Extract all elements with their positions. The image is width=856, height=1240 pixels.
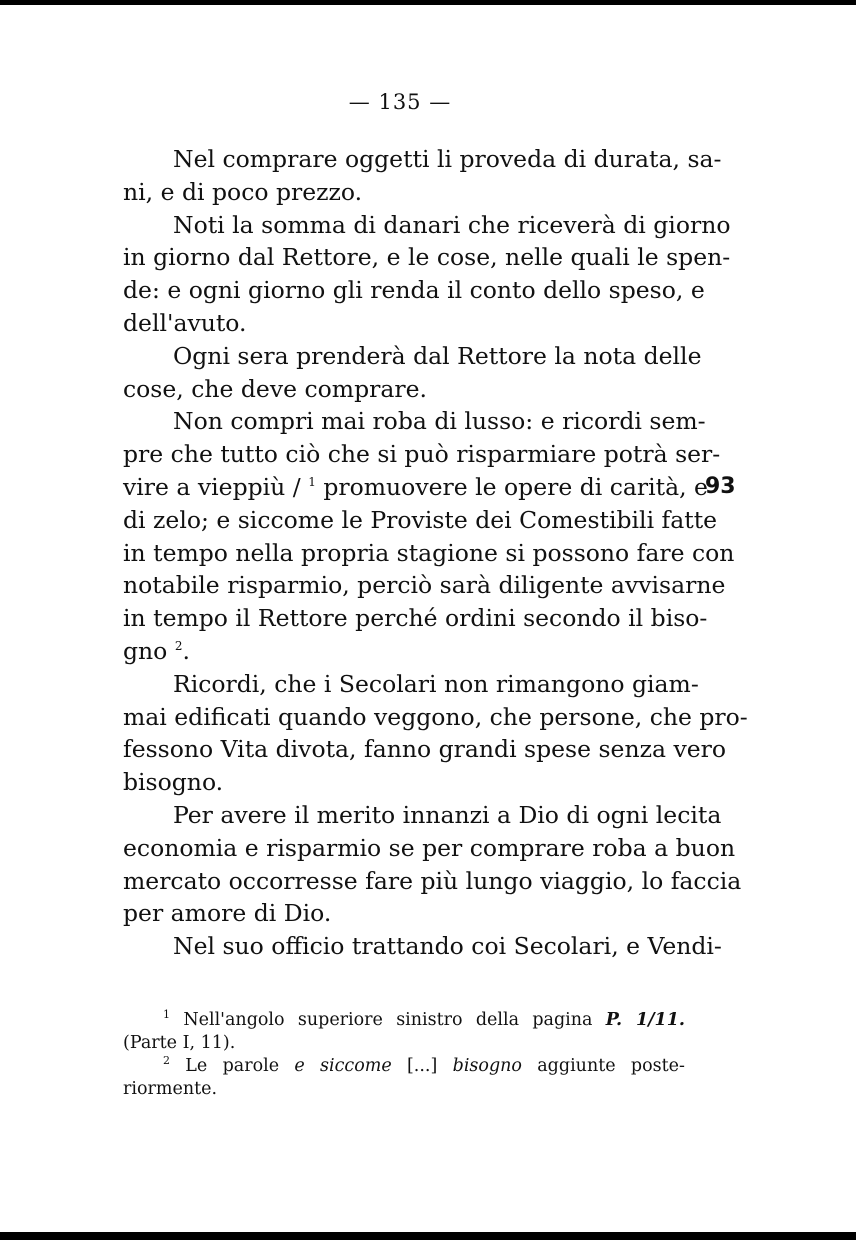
text-line: in giorno dal Rettore, e le cose, nelle quali le spen- [123,243,731,272]
footnote-mark-2: 2 [163,1054,170,1068]
text-line: ni, e di poco prezzo. [123,177,363,206]
text-line: Nel comprare oggetti li proveda di durata, sa- [173,145,722,173]
text-line: mercato occorresse fare più lungo viaggio, lo faccia [123,866,742,895]
footnote-text: [...] [406,1056,438,1076]
footnote-text: P. 1/11. [605,1010,685,1030]
text-line: Nel suo officio trattando coi Secolari, e Vendi- [173,932,722,961]
text-line: Ogni sera prenderà dal Rettore la nota delle [173,341,702,370]
text-segment: promuovere le opere di carità, e [323,472,708,501]
text-line: notabile risparmio, perciò sarà diligente avvisarne [123,571,726,600]
text-line: dell'avuto. [123,308,247,337]
text-line: pre che tutto ciò che si può risparmiare potrà ser- [123,440,721,469]
footnote-text: bisogno [452,1056,522,1076]
text-line: cose, che deve comprare. [123,374,427,403]
text-line: fessono Vita divota, fanno grandi spese senza vero [123,735,727,764]
text-line [123,471,708,504]
footnotes [123,1009,685,1101]
text-line: di zelo; e siccome le Proviste dei Comestibili fatte [123,505,718,534]
footnote-text: Le parole [185,1056,280,1076]
page-number: — 135 — [348,90,452,114]
text-line: economia e risparmio se per comprare roba a buon [123,833,736,862]
footnote-1-line [123,1009,685,1032]
bottom-border [0,1232,856,1240]
footnote-text: e siccome [294,1056,392,1076]
text-line: de: e ogni giorno gli renda il conto dello speso, e [123,276,705,305]
text-line: mai edificati quando veggono, che persone, che pro- [123,702,748,731]
text-line: Noti la somma di danari che riceverà di giorno [173,210,731,239]
text-line: per amore di Dio. [123,899,332,928]
text-line: in tempo il Rettore perché ordini secondo il biso- [123,604,708,633]
text-line: gno $^2$. [123,636,190,665]
text-line: Non compri mai roba di lusso: e ricordi sem- [173,407,706,436]
footnote-text: Nell'angolo superiore sinistro della pagina [183,1010,593,1030]
text-line: in tempo nella propria stagione si possono fare con [123,538,735,567]
text-segment: gno [123,636,168,665]
top-border [0,0,856,5]
margin-page-number: 93 [705,474,736,499]
text-line: Ricordi, che i Secolari non rimangono giam- [173,669,699,698]
footnote-2-line [123,1055,685,1078]
footnote-mark-1: 1 [163,1008,170,1022]
text-line: bisogno. [123,768,224,797]
text-segment: vire a vieppiù / [123,472,301,501]
footnote-1-line: (Parte I, 11). [123,1033,236,1053]
text-line: Per avere il merito innanzi a Dio di ogni lecita [173,800,722,829]
footnote-ref-1: 1 [308,475,316,490]
footnote-text: aggiunte poste- [537,1056,685,1076]
footnote-2-line: riormente. [123,1079,218,1099]
footnote-ref-2: 2 [174,639,183,654]
